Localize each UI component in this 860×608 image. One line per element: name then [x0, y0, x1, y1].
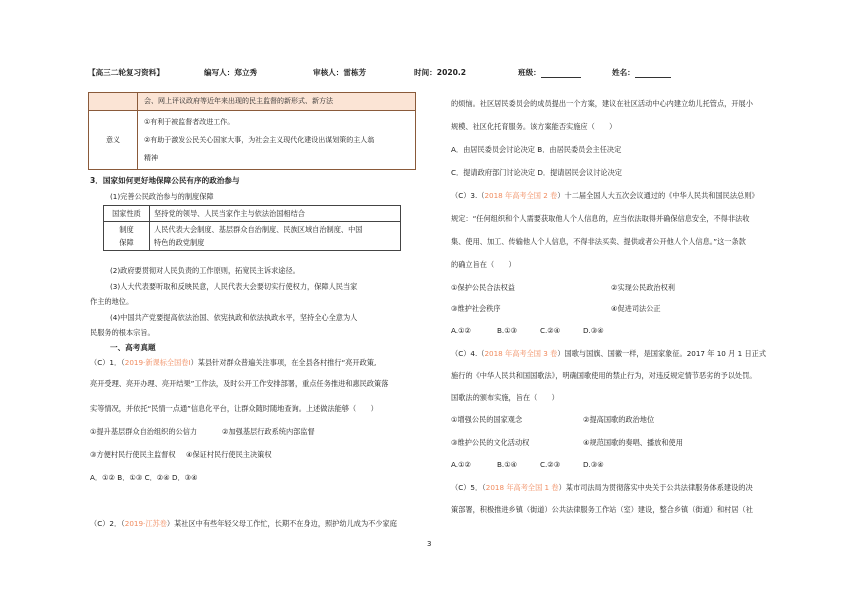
q3-line1-rest: ）十二届全国人大五次会议通过的《中华人民共和国民法总则》 [557, 191, 759, 200]
header-class [518, 67, 581, 78]
meaning-2a: ②有助于激发公民关心国家大事，为社会主义现代化建设出谋划策的主人翁 [144, 136, 375, 144]
header-class-label: 班级： [518, 68, 541, 77]
section3-p3b: 作主的地位。 [90, 297, 134, 306]
header-name [612, 67, 671, 78]
q2-line1 [90, 519, 397, 529]
q5-source: 2018 年高考全国 1 卷 [485, 483, 559, 492]
guarantee-label [104, 222, 150, 251]
section3-p3a: (3)人大代表要听取和反映民意，人民代表大会要切实行使权力，保障人民当家 [110, 282, 358, 291]
nature-value: 坚持党的领导、人民当家作主与依法治国相结合 [150, 206, 401, 222]
q3-answer-c: C.②④ [540, 326, 561, 335]
q1-answers: A．①② B．①③ C．②④ D．③④ [90, 473, 198, 482]
q4-line1-rest: ）国歌与国旗、国徽一样，是国家象征。2017 年 10 月 1 日正式 [557, 349, 767, 358]
q3-option-2: ②实现公民政治权利 [611, 283, 675, 292]
q4-line3: 国歌法的颁布实施，旨在（ ） [451, 393, 559, 402]
q1-option-3: ③方便村民行使民主监督权 [90, 450, 176, 459]
guarantee-label-b: 保障 [119, 238, 134, 247]
q1-option-4: ④保证村民行使民主决策权 [186, 450, 272, 459]
guarantee-value [150, 222, 401, 251]
q5-prefix: （C）5．（ [451, 483, 486, 492]
q4-prefix: （C）4.（ [451, 349, 485, 358]
q3-option-3: ③维护社会秩序 [451, 304, 501, 313]
q2-line2: 的烦恼。社区居民委员会的成员提出一个方案，建议在社区活动中心内建立幼儿托管点，开展小 [451, 99, 753, 108]
guarantee-value-a: 人民代表大会制度、基层群众自治制度、民族区域自治制度、中国 [154, 225, 363, 234]
q3-source: 2018 年高考全国 2 卷 [484, 191, 558, 200]
q2-options-cd: C．提请政府部门讨论决定 D．提请居民会议讨论决定 [451, 168, 622, 177]
q4-source: 2018 年高考全国 3 卷 [484, 349, 558, 358]
q2-options-ab: A．由居民委员会讨论决定 B．由居民委员会主任决定 [451, 145, 622, 154]
q4-answer-a: A.①② [451, 460, 471, 469]
table1-row1-text: 会、网上评议政府等近年来出现的民主监督的新形式、新方法 [138, 93, 416, 111]
q1-line1-rest: ）某县针对群众普遍关注事项，在全县各村推行“亮开政策, [190, 358, 377, 367]
q1-option-1: ①提升基层群众自治组织的公信力 [90, 427, 198, 436]
section3-p4a: (4)中国共产党要提高依法治国、依宪执政和依法执政水平，坚持全心全意为人 [110, 313, 358, 322]
q4-answer-c: C.②③ [540, 460, 561, 469]
nature-label: 国家性质 [104, 206, 150, 222]
q1-line2: 亮开受理、亮开办理、亮开结果”工作法，及时公开工作安排部署，重点任务推进和惠民政策落 [90, 379, 389, 388]
header-name-label: 姓名： [612, 68, 635, 77]
q4-option-1: ①增强公民的国家观念 [451, 415, 523, 424]
q3-prefix: （C）3.（ [451, 191, 485, 200]
supervision-table [88, 92, 416, 170]
section3-title: 3．国家如何更好地保障公民有序的政治参与 [90, 176, 240, 185]
header-reviewer: 审核人：雷栋芳 [313, 68, 367, 77]
q1-prefix: （C）1．（ [90, 358, 125, 367]
section3-p4b: 民服务的根本宗旨。 [90, 328, 155, 337]
page-number: 3 [427, 540, 432, 548]
q2-line1-rest: ）某社区中有些年轻父母工作忙，长期不在身边，照护幼儿成为不少家庭 [166, 519, 397, 528]
exam-title: 一、高考真题 [110, 343, 156, 352]
q5-line2: 策部署，积极推进乡镇（街道）公共法律服务工作站（室）建设，整合乡镇（街道）和村居（社 [451, 505, 753, 514]
q3-option-4: ④促进司法公正 [611, 304, 661, 313]
q3-answer-b: B.①③ [497, 326, 518, 335]
meaning-2b: 精神 [144, 154, 158, 162]
header-time: 时间：2020.2 [414, 68, 467, 77]
q2-source: 2019·江苏卷 [124, 519, 167, 528]
q3-option-1: ①保护公民合法权益 [451, 283, 515, 292]
q1-line3: 实等情况，并依托“民情一点通”信息化平台，让群众随时随地查询。上述做法能够（ ） [90, 404, 378, 413]
meaning-label: 意义 [89, 111, 138, 170]
q3-line3: 集、使用、加工、传输他人个人信息，不得非法买卖、提供或者公开他人个人信息。”这一条款 [451, 237, 746, 246]
q4-option-3: ③维护公民的文化活动权 [451, 438, 530, 447]
q2-prefix: （C）2．（ [90, 519, 125, 528]
q3-answer-d: D.③④ [583, 326, 604, 335]
q4-option-4: ④规范国歌的奏唱、播放和使用 [583, 438, 683, 447]
q4-option-2: ②提高国歌的政治地位 [583, 415, 655, 424]
class-blank [541, 70, 581, 78]
q1-option-2: ②加强基层行政系统内部监督 [222, 427, 315, 436]
q3-line1 [451, 191, 759, 201]
q5-line1 [451, 483, 753, 493]
q4-line1 [451, 349, 766, 359]
table1-empty-cell [89, 93, 138, 111]
q2-line3: 规模、社区化托育服务。该方案能否实施应（ ） [451, 122, 617, 131]
q4-answer-b: B.①④ [497, 460, 518, 469]
system-guarantee-table [103, 205, 401, 251]
q4-line2: 施行的《中华人民共和国国歌法》，明确国歌使用的禁止行为，对违反规定情节恶劣的予以处罚。 [451, 371, 757, 380]
header-tag: 【高三二轮复习资料】 [88, 68, 164, 77]
q4-answer-d: D.③④ [583, 460, 604, 469]
q3-line4: 的确立旨在（ ） [451, 260, 516, 269]
guarantee-value-b: 特色的政党制度 [154, 238, 205, 247]
header-author: 编写人：郑立秀 [204, 68, 258, 77]
meaning-cell [138, 111, 416, 170]
section3-sub1: (1)完善公民政治参与的制度保障 [110, 192, 214, 201]
q1-source: 2019·新课标全国卷Ⅰ [124, 358, 191, 367]
meaning-1: ①有利于被监督者改进工作。 [144, 118, 235, 126]
q5-line1-rest: ）某市司法局为贯彻落实中央关于公共法律服务体系建设的决 [558, 483, 753, 492]
q3-line2: 规定：“任何组织和个人需要获取他人个人信息的，应当依法取得并确保信息安全，不得非法收 [451, 214, 750, 223]
section3-p2: (2)政府要贯彻对人民负责的工作原则，拓宽民主诉求途径。 [110, 266, 300, 275]
name-blank [635, 70, 671, 78]
guarantee-label-a: 制度 [119, 225, 134, 234]
q1-line1 [90, 358, 376, 368]
q3-answer-a: A.①② [451, 326, 471, 335]
